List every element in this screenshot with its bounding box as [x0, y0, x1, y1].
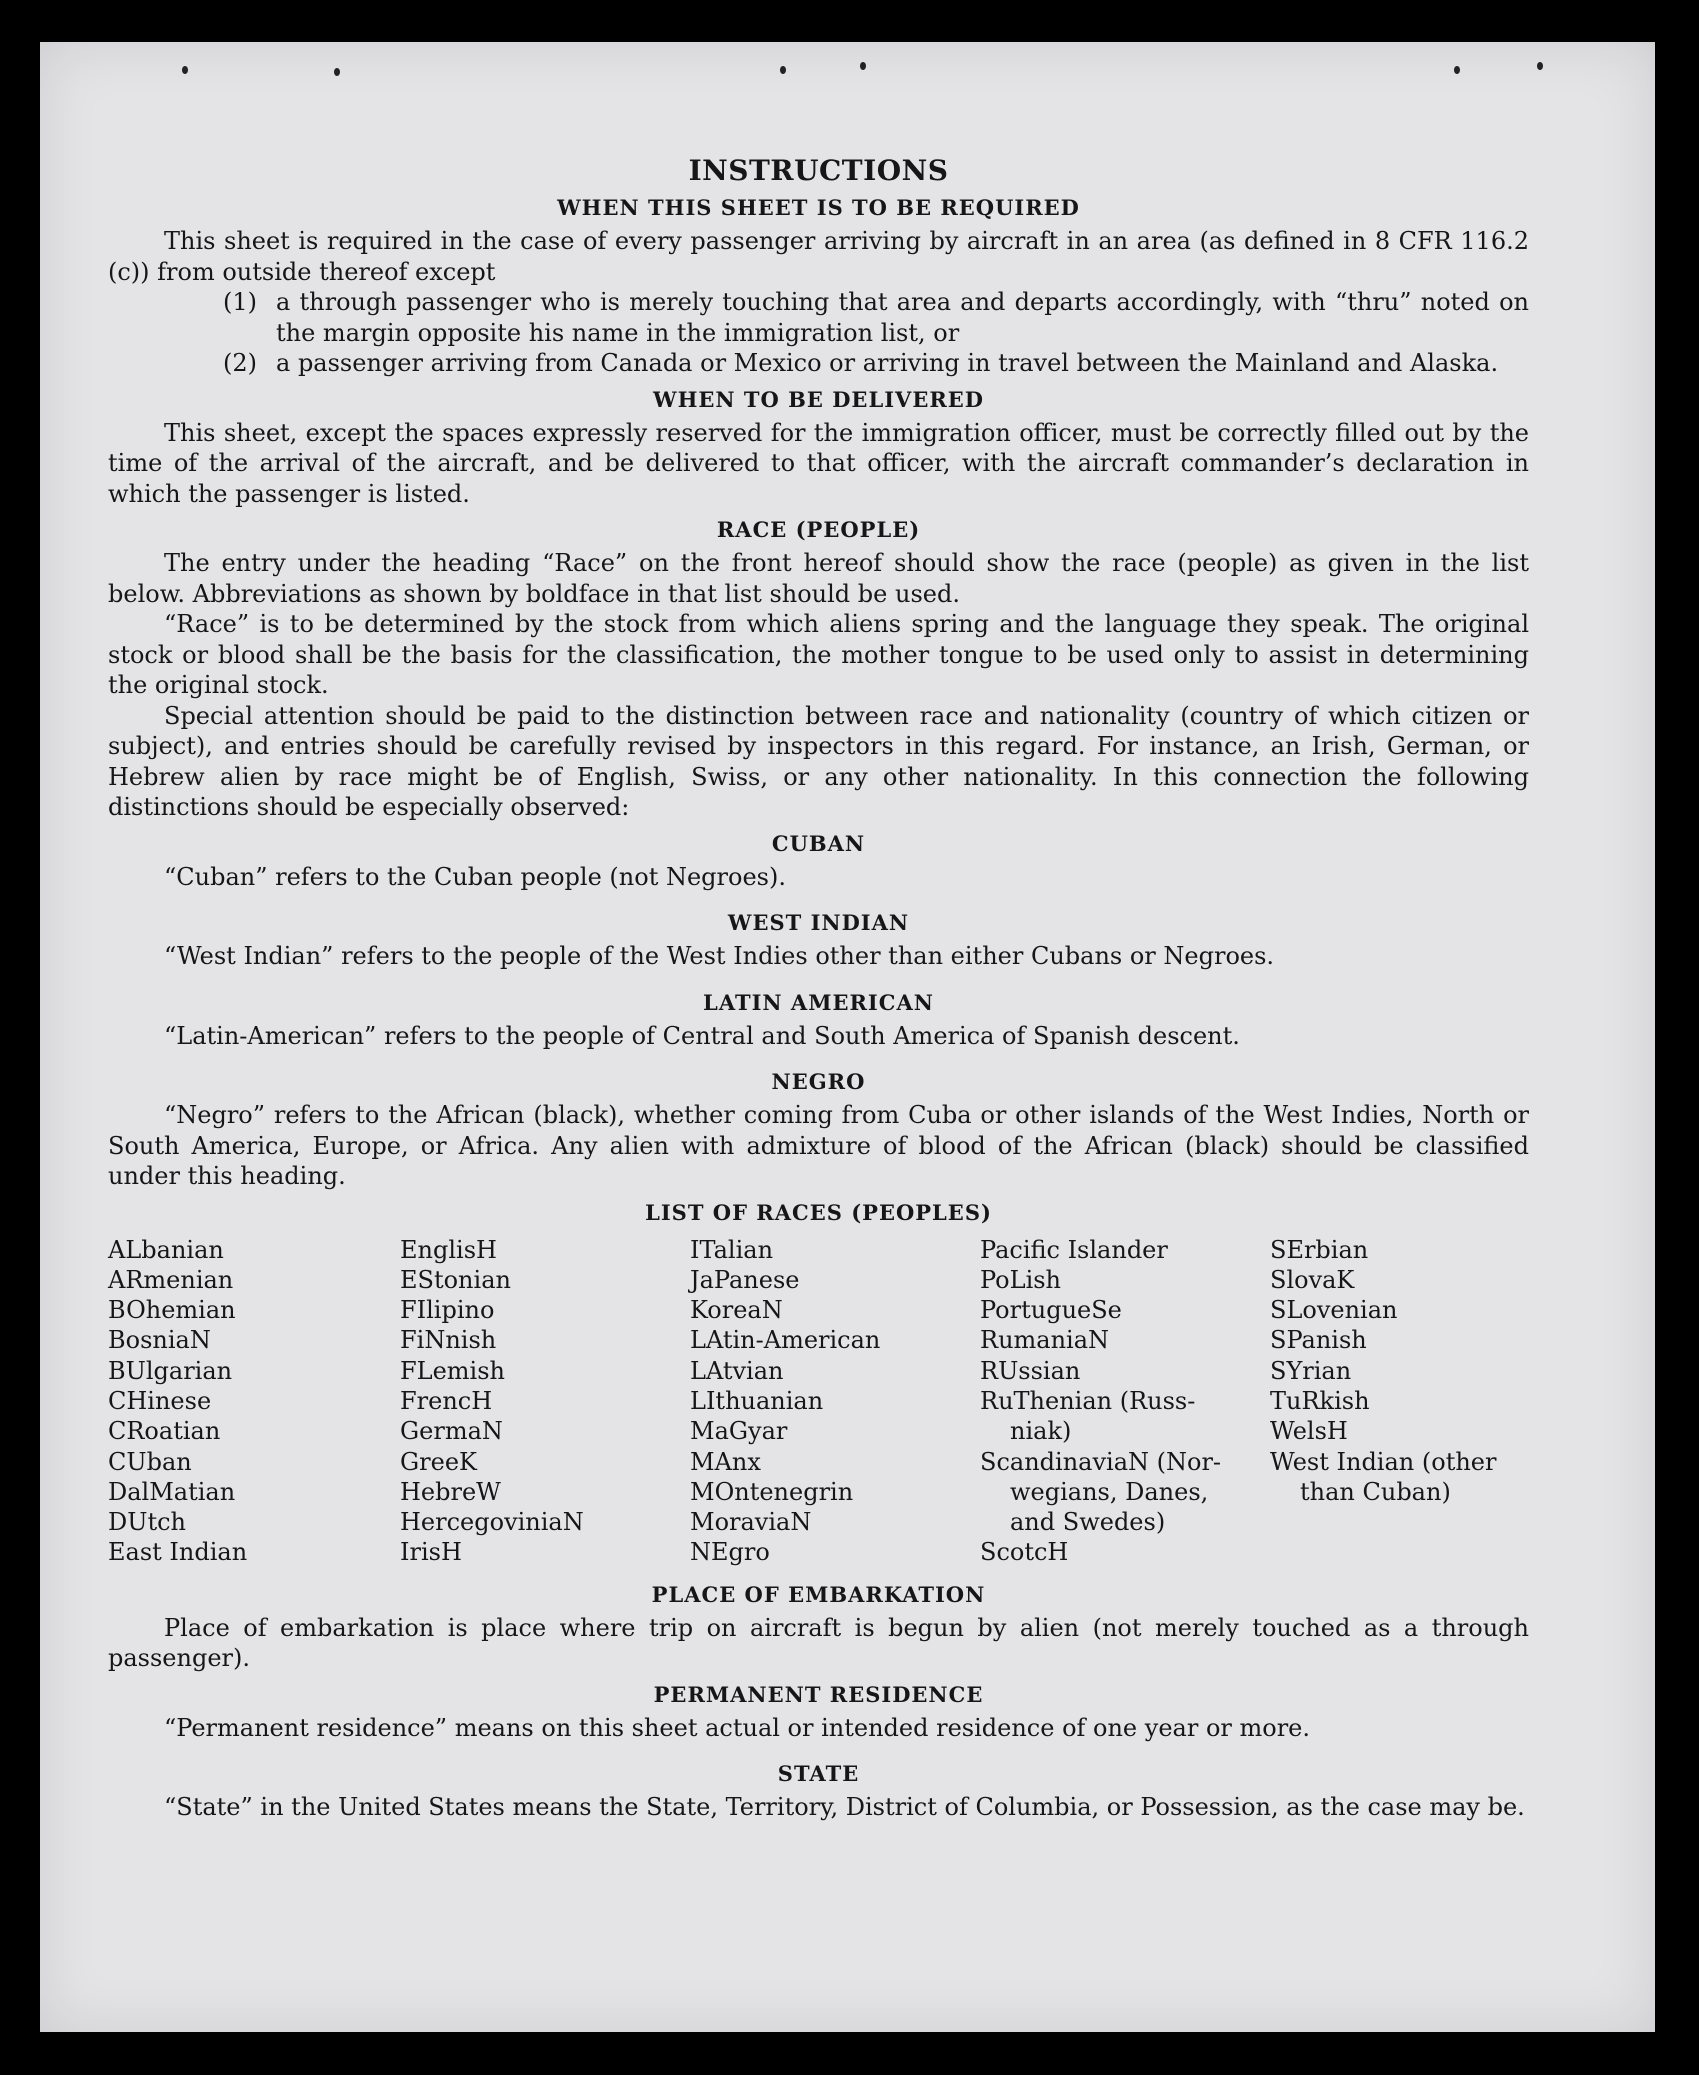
race-entry: LAtvian — [690, 1356, 784, 1385]
exception-text: a through passenger who is merely touching that area and departs accordingly, with “thru” noted on the margin opposite his name in the immigration list, or — [276, 288, 1529, 347]
race-entry: PoLish — [980, 1265, 1062, 1294]
exception-item — [223, 287, 1529, 348]
race-entry: TuRkish — [1270, 1386, 1370, 1415]
race-entry: BUlgarian — [108, 1356, 233, 1385]
race-entry: ITalian — [690, 1235, 774, 1264]
punch-mark — [860, 62, 866, 70]
race-entry: ScotcH — [980, 1538, 1069, 1567]
section-heading-embarkation: PLACE OF EMBARKATION — [651, 1581, 986, 1607]
race-entry: CRoatian — [108, 1417, 221, 1446]
exception-number: (1) — [223, 288, 257, 316]
cuban-text: “Cuban” refers to the Cuban people (not Negroes). — [164, 862, 786, 891]
race-entry: FrencH — [400, 1386, 493, 1415]
race-entry: FiNnish — [400, 1326, 497, 1355]
race-entry: LIthuanian — [690, 1386, 824, 1415]
punch-mark — [780, 66, 786, 74]
race-entry: BOhemian — [108, 1296, 236, 1325]
section-heading-state: STATE — [777, 1761, 860, 1787]
exception-item — [223, 348, 1529, 379]
section-heading-races-list: LIST OF RACES (PEOPLES) — [645, 1199, 992, 1225]
race-entry: LAtin-American — [690, 1326, 881, 1355]
race-entry: DalMatian — [108, 1477, 236, 1506]
negro-text: “Negro” refers to the African (black), whether coming from Cuba or other islands of the West Indies, North or South America, Europe, or Africa. Any alien with admixture of blood of the African (black) should be classified under this heading. — [108, 1101, 1529, 1190]
section-heading-latin-american: LATIN AMERICAN — [703, 989, 934, 1015]
latin-american-text: “Latin-American” refers to the people of Central and South America of Spanish descent. — [164, 1021, 1240, 1050]
race-entry: HercegoviniaN — [400, 1508, 584, 1537]
required-intro: This sheet is required in the case of every passenger arriving by aircraft in an area (as defined in 8 CFR 116.2 (c)) from outside thereof except — [108, 227, 1529, 286]
race-paragraph-1: The entry under the heading “Race” on the front hereof should show the race (people) as given in the list below. Abbreviations as shown by boldface in that list should be used. — [108, 549, 1529, 608]
state-text: “State” in the United States means the State, Territory, District of Columbia, or Possession, as the case may be. — [164, 1793, 1525, 1822]
race-entry: GermaN — [400, 1417, 503, 1446]
race-entry: SLovenian — [1270, 1296, 1398, 1325]
race-entry: EStonian — [400, 1265, 511, 1294]
race-entry: SErbian — [1270, 1235, 1369, 1264]
punch-mark — [1454, 66, 1460, 74]
race-entry: West Indian (other — [1270, 1447, 1497, 1476]
race-entry-continued: niak) — [1010, 1417, 1072, 1446]
race-entry-continued: than Cuban) — [1300, 1477, 1451, 1506]
race-entry: SlovaK — [1270, 1265, 1355, 1294]
document-page — [40, 42, 1655, 2032]
exception-text: a passenger arriving from Canada or Mexico or arriving in travel between the Mainland and Alaska. — [276, 349, 1499, 377]
race-entry: IrisH — [400, 1538, 462, 1567]
section-heading-residence: PERMANENT RESIDENCE — [653, 1681, 984, 1707]
instructions-body — [108, 154, 1529, 1823]
residence-text: “Permanent residence” means on this sheet actual or intended residence of one year or more. — [164, 1713, 1310, 1742]
races-column-4 — [980, 1235, 1270, 1568]
race-entry: MaGyar — [690, 1417, 788, 1446]
races-column-5 — [1270, 1235, 1520, 1568]
section-heading-delivered: WHEN TO BE DELIVERED — [652, 386, 984, 412]
races-list — [108, 1235, 1529, 1568]
race-entry: East Indian — [108, 1538, 248, 1567]
race-paragraph-3: Special attention should be paid to the distinction between race and nationality (country of which citizen or subject), and entries should be carefully revised by inspectors in this regard. For instance, an Irish, German, or Hebrew alien by race might be of English, Swiss, or any other nationality. In this connection the following distinctions should be especially observed: — [108, 701, 1529, 821]
race-entry: EnglisH — [400, 1235, 497, 1264]
race-paragraph-2: “Race” is to be determined by the stock from which aliens spring and the language they speak. The original stock or blood shall be the basis for the classification, the mother tongue to be used only to assist in determining the original stock. — [108, 610, 1529, 699]
race-entry: GreeK — [400, 1447, 477, 1476]
race-entry: Pacific Islander — [980, 1235, 1168, 1264]
west-indian-text: “West Indian” refers to the people of the West Indies other than either Cubans or Negroes. — [164, 942, 1275, 970]
race-entry: NEgro — [690, 1538, 770, 1567]
race-entry: BosniaN — [108, 1326, 211, 1355]
race-entry: DUtch — [108, 1508, 187, 1537]
race-entry: WelsH — [1270, 1417, 1348, 1446]
races-column-1 — [108, 1235, 400, 1568]
race-entry: KoreaN — [690, 1296, 783, 1325]
punch-mark — [182, 66, 188, 74]
race-entry: RUssian — [980, 1356, 1081, 1385]
section-heading-negro: NEGRO — [771, 1069, 866, 1094]
race-entry: ALbanian — [108, 1235, 224, 1264]
race-entry: FLemish — [400, 1356, 505, 1385]
section-heading-required: WHEN THIS SHEET IS TO BE REQUIRED — [557, 195, 1080, 220]
delivered-text: This sheet, except the spaces expressly reserved for the immigration officer, must be correctly filled out by the time of the arrival of the aircraft, and be delivered to that officer, with the aircraft commander’s declaration in which the passenger is listed. — [108, 418, 1529, 508]
race-entry: RumaniaN — [980, 1326, 1110, 1355]
race-entry: MOntenegrin — [690, 1477, 854, 1506]
page-title: INSTRUCTIONS — [688, 154, 949, 187]
race-entry: RuThenian (Russ- — [980, 1386, 1196, 1415]
race-entry: SYrian — [1270, 1356, 1352, 1385]
races-column-3 — [690, 1235, 980, 1568]
races-column-2 — [400, 1235, 690, 1568]
race-entry-continued: wegians, Danes, — [1010, 1477, 1209, 1506]
embarkation-text: Place of embarkation is place where trip on aircraft is begun by alien (not merely touched as a through passenger). — [108, 1613, 1529, 1673]
race-entry: ScandinaviaN (Nor- — [980, 1447, 1222, 1476]
race-entry: SPanish — [1270, 1326, 1367, 1355]
race-entry: ARmenian — [108, 1265, 234, 1294]
race-entry: MoraviaN — [690, 1508, 812, 1537]
race-entry: CUban — [108, 1447, 192, 1476]
race-entry: MAnx — [690, 1447, 761, 1476]
race-entry: JaPanese — [690, 1265, 800, 1294]
race-entry: CHinese — [108, 1386, 212, 1415]
race-entry: PortugueSe — [980, 1296, 1122, 1325]
punch-mark — [1537, 62, 1543, 70]
race-entry: HebreW — [400, 1477, 501, 1506]
exception-number: (2) — [223, 349, 257, 377]
race-entry-continued: and Swedes) — [1010, 1508, 1166, 1537]
section-heading-race: RACE (PEOPLE) — [716, 517, 921, 542]
section-heading-west-indian: WEST INDIAN — [727, 910, 910, 935]
race-entry: FIlipino — [400, 1296, 495, 1325]
punch-mark — [334, 68, 340, 76]
section-heading-cuban: CUBAN — [771, 830, 866, 856]
